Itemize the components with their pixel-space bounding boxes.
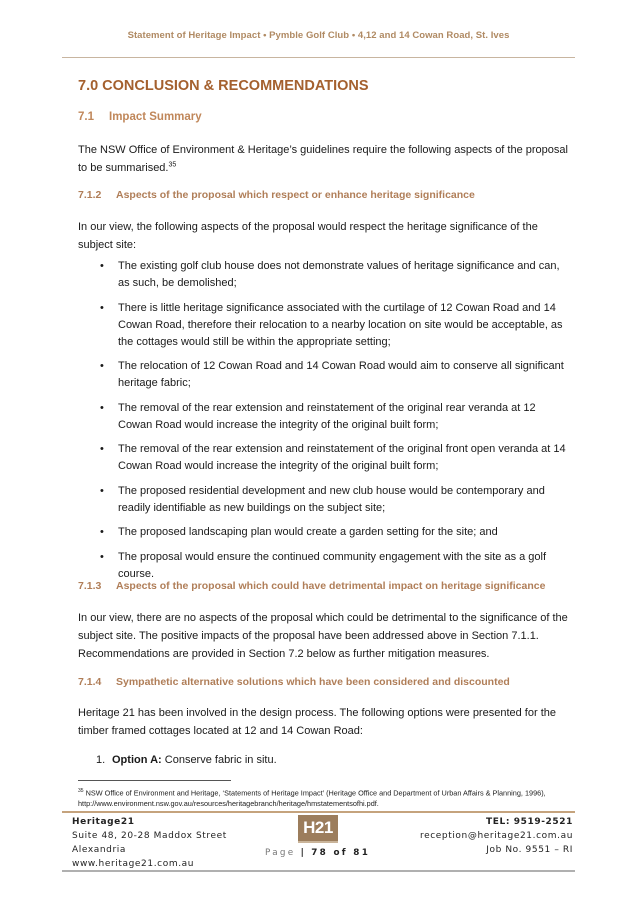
bottom-divider <box>62 870 575 872</box>
bullet-icon: • <box>100 360 104 372</box>
heading-7-1-2 <box>78 189 475 201</box>
address-line: Suite 48, 20-28 Maddox Street <box>72 831 227 841</box>
company-logo: H21 <box>298 815 338 841</box>
footer-address <box>72 815 227 871</box>
header-divider <box>62 57 575 58</box>
list-item <box>78 258 568 292</box>
list-item-text: There is little heritage significance associated with the curtilage of 12 Cowan Road and 14 Cowan Road, therefore their relocation to a nearby location on site would be acceptable, as the cottages would still be within the appropriate setting; <box>118 301 563 348</box>
bullet-icon: • <box>100 484 104 497</box>
list-item <box>78 483 568 517</box>
list-item-text: The removal of the rear extension and reinstatement of the original rear veranda at 12 Cowan Road would increase the integrity of the original built form; <box>118 401 536 431</box>
page-value: 78 of 81 <box>311 848 371 858</box>
footnote <box>78 786 568 809</box>
footnote-number: 35 <box>78 788 84 794</box>
heading-number: 7.1.3 <box>78 580 102 592</box>
heading-7-1 <box>78 111 202 123</box>
page-label: Page <box>265 848 296 858</box>
heading-text: Impact Summary <box>109 111 202 123</box>
option-label: Option A: <box>112 754 162 766</box>
bullet-icon: • <box>100 443 104 455</box>
list-item-text: The removal of the rear extension and reinstatement of the original front open veranda at 14 Cowan Road would increase the integrity of the original built form; <box>118 443 566 472</box>
s713-paragraph: In our view, there are no aspects of the proposal which could be detrimental to the significance of the subject site. The positive impacts of the proposal have been addressed above in Section 7.1.1. Recommendations are provided in Section 7.2 below as further mitigation measures. <box>78 612 568 660</box>
s714-paragraph: Heritage 21 has been involved in the design process. The following options were presented for the timber framed cottages located at 12 and 14 Cowan Road: <box>78 707 556 737</box>
page-number <box>265 848 370 858</box>
footnote-text: NSW Office of Environment and Heritage, ‘Statements of Heritage Impact’ (Heritage Office and Department of Urban Affairs & Planning, 1996), http://www.environment.nsw.gov.au/resources/heritagebranch/heritage/hmstatementsofhi.pdf. <box>78 788 546 808</box>
list-item-text: The proposed residential development and new club house would be contemporary and readily identifiable as new buildings on the subject site; <box>118 484 545 514</box>
heading-text: Sympathetic alternative solutions which have been considered and discounted <box>116 676 510 688</box>
heading-number: 7.1 <box>78 111 94 123</box>
list-item-text: The existing golf club house does not demonstrate values of heritage significance and can, as such, be demolished; <box>118 260 560 289</box>
section-title: 7.0 CONCLUSION & RECOMMENDATIONS <box>78 78 369 94</box>
address-line: Alexandria <box>72 845 127 855</box>
option-text: Conserve fabric in situ. <box>161 754 277 766</box>
list-item <box>78 524 568 541</box>
telephone: TEL: 9519-2521 <box>486 817 573 827</box>
logo-underline <box>298 841 338 843</box>
list-number: 1. <box>96 754 106 766</box>
job-number: Job No. 9551 – RI <box>486 845 573 855</box>
email-link[interactable]: reception@heritage21.com.au <box>419 831 573 841</box>
list-item <box>78 441 568 475</box>
page-separator: | <box>300 848 307 858</box>
bullet-icon: • <box>100 401 104 414</box>
footnote-divider <box>78 780 231 781</box>
heading-number: 7.1.4 <box>78 676 102 688</box>
website-link[interactable]: www.heritage21.com.au <box>72 859 195 869</box>
list-item <box>78 549 568 583</box>
s712-paragraph: In our view, the following aspects of the proposal would respect the heritage significance of the subject site: <box>78 221 538 251</box>
list-item <box>78 358 568 392</box>
intro-paragraph <box>78 141 568 177</box>
bullet-icon: • <box>100 550 104 563</box>
footnote-ref[interactable]: 35 <box>168 161 177 169</box>
list-item <box>78 400 568 434</box>
bullet-icon: • <box>100 301 104 314</box>
footer-contact <box>420 815 573 857</box>
list-item-text: The proposal would ensure the continued community engagement with the site as a golf course. <box>118 550 547 580</box>
heading-text: Aspects of the proposal which could have detrimental impact on heritage significance <box>116 580 546 592</box>
heading-7-1-4 <box>78 676 510 688</box>
heading-number: 7.1.2 <box>78 189 102 201</box>
list-item-text: The relocation of 12 Cowan Road and 14 Cowan Road would aim to conserve all significant heritage fabric; <box>118 360 564 389</box>
list-item <box>78 300 568 351</box>
running-header: Statement of Heritage Impact • Pymble Golf Club • 4,12 and 14 Cowan Road, St. Ives <box>127 30 510 41</box>
list-item-text: The proposed landscaping plan would create a garden setting for the site; and <box>118 526 498 538</box>
heading-text: Aspects of the proposal which respect or enhance heritage significance <box>116 189 475 201</box>
bullet-icon: • <box>100 260 104 272</box>
footer-divider <box>62 811 575 813</box>
aspects-bullet-list <box>78 258 568 590</box>
heading-7-1-3 <box>78 580 545 592</box>
intro-text: The NSW Office of Environment & Heritage’s guidelines require the following aspects of the proposal to be summarised. <box>78 144 568 174</box>
list-item <box>96 751 277 769</box>
bullet-icon: • <box>100 526 104 538</box>
company-name: Heritage21 <box>72 817 135 827</box>
options-list <box>96 751 277 769</box>
